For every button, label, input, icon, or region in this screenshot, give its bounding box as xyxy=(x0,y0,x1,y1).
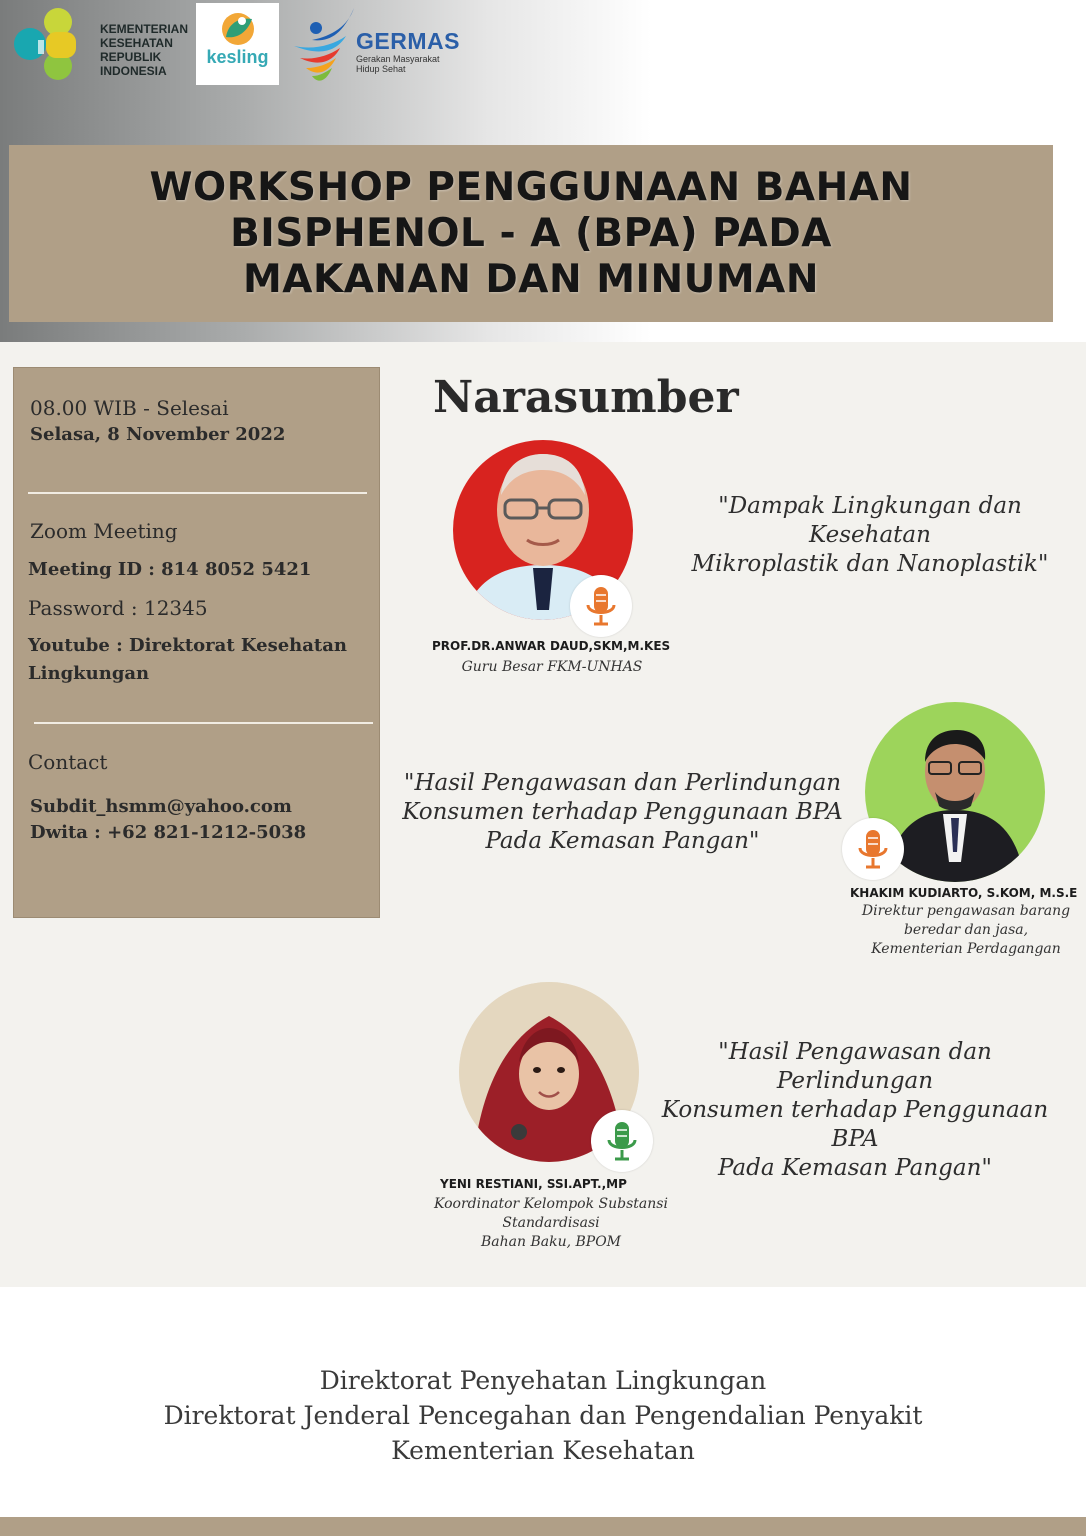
microphone-icon xyxy=(842,818,904,880)
title-line: WORKSHOP PENGGUNAAN BAHAN xyxy=(149,165,913,210)
meeting-password: Password : 12345 xyxy=(28,596,208,620)
germas-logo xyxy=(292,6,472,86)
event-date: Selasa, 8 November 2022 xyxy=(30,424,286,445)
speaker-name: YENI RESTIANI, SSI.APT.,MP xyxy=(440,1177,627,1191)
contact-email: Subdit_hsmm@yahoo.com xyxy=(30,796,292,817)
microphone-icon xyxy=(570,575,632,637)
speaker-name: PROF.DR.ANWAR DAUD,SKM,M.KES xyxy=(432,639,671,653)
divider xyxy=(28,492,367,494)
footer-line: Direktorat Jenderal Pencegahan dan Pengendalian Penyakit xyxy=(163,1401,923,1430)
kesling-logo xyxy=(196,3,279,85)
page-title xyxy=(9,165,1053,303)
footer-line: Kementerian Kesehatan xyxy=(391,1436,695,1465)
microphone-badge xyxy=(570,575,632,637)
footer-line: Direktorat Penyehatan Lingkungan xyxy=(319,1366,767,1395)
speaker-role: Koordinator Kelompok Substansi Standardisasi Bahan Baku, BPOM xyxy=(434,1196,668,1250)
speaker-name: KHAKIM KUDIARTO, S.KOM, M.S.E xyxy=(850,886,1078,900)
event-time: 08.00 WIB - Selesai xyxy=(30,396,229,420)
germas-logo-title: GERMAS xyxy=(356,28,460,54)
event-info-panel xyxy=(13,367,380,918)
kemenkes-logo-text: KEMENTERIAN KESEHATAN REPUBLIK INDONESIA xyxy=(100,22,189,78)
speaker-topic: "Hasil Pengawasan dan Perlindungan Konsumen terhadap Penggunaan BPA Pada Kemasan Pangan" xyxy=(402,770,843,854)
youtube-channel-cont: Lingkungan xyxy=(28,663,150,684)
speaker-role: Direktur pengawasan barang beredar dan jasa, Kementerian Perdagangan xyxy=(861,903,1071,957)
organizer-footer xyxy=(0,1363,1086,1468)
speaker-topic: "Dampak Lingkungan dan Kesehatan Mikroplastik dan Nanoplastik" xyxy=(691,493,1049,577)
speaker-topic: "Hasil Pengawasan dan Perlindungan Konsumen terhadap Penggunaan BPA Pada Kemasan Pangan" xyxy=(661,1039,1049,1181)
germas-logo-subtitle: Gerakan Masyarakat Hidup Sehat xyxy=(356,54,440,74)
title-line: MAKANAN DAN MINUMAN xyxy=(243,257,819,302)
kemenkes-emblem-icon xyxy=(8,6,88,86)
kemenkes-logo xyxy=(8,6,198,86)
germas-figure-icon xyxy=(292,6,362,86)
contact-phone: Dwita : +62 821-1212-5038 xyxy=(30,822,307,843)
meeting-id: Meeting ID : 814 8052 5421 xyxy=(28,559,312,580)
title-banner xyxy=(9,145,1053,322)
kesling-leaf-icon xyxy=(218,9,258,49)
speaker-role: Guru Besar FKM-UNHAS xyxy=(461,659,643,675)
microphone-badge xyxy=(842,818,904,880)
speakers-heading: Narasumber xyxy=(433,372,739,423)
bottom-strip xyxy=(0,1517,1086,1536)
event-platform: Zoom Meeting xyxy=(30,519,178,543)
contact-label: Contact xyxy=(28,750,108,774)
kesling-logo-text: kesling xyxy=(206,47,269,67)
youtube-channel: Youtube : Direktorat Kesehatan xyxy=(28,635,347,656)
title-line: BISPHENOL - A (BPA) PADA xyxy=(230,211,832,256)
divider xyxy=(34,722,373,724)
